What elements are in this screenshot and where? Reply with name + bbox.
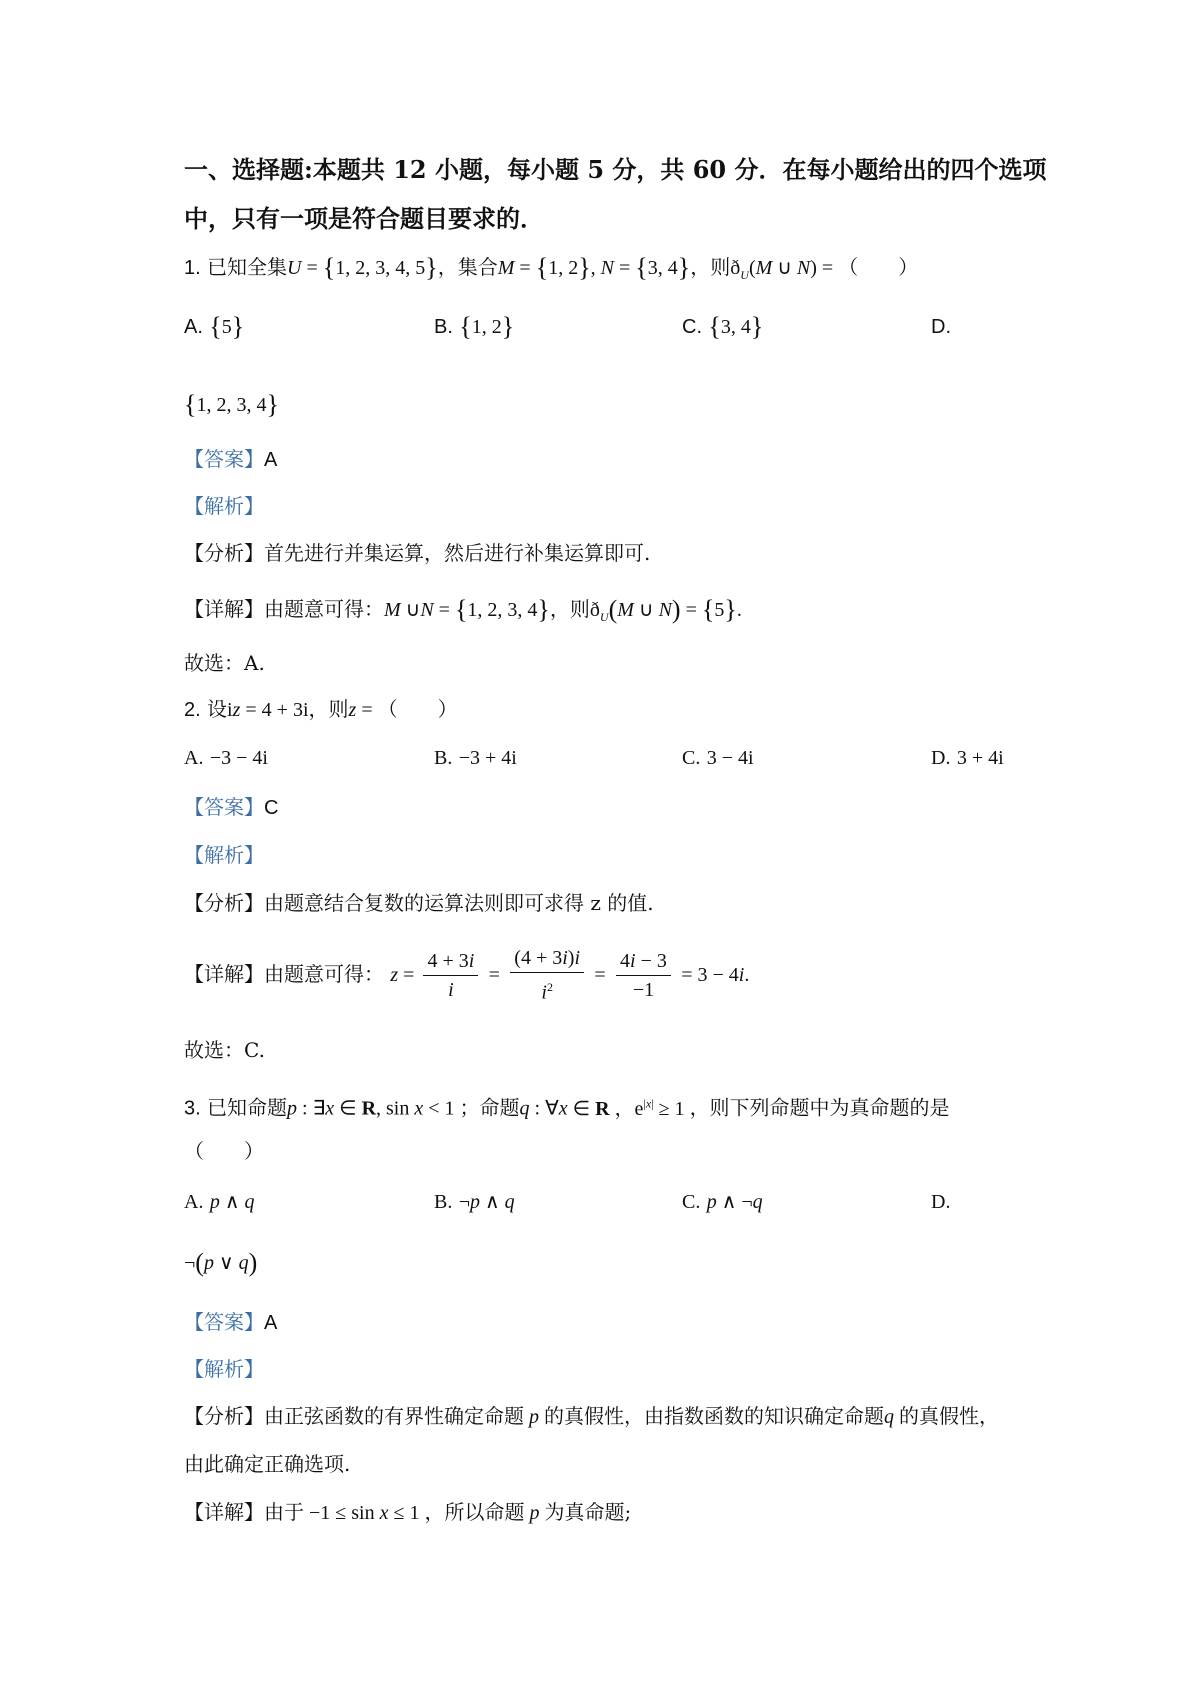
q3-option-b[interactable]: B. ¬p ∧ q xyxy=(434,1191,515,1213)
q3-fenxi: 【分析】由正弦函数的有界性确定命题 p 的真假性，由指数函数的知识确定命题q 的真假性， xyxy=(184,1404,999,1428)
question-number: 2. xyxy=(184,699,201,721)
q1-option-d[interactable]: D. xyxy=(931,316,951,338)
q3-option-c[interactable]: C. p ∧ ¬q xyxy=(682,1191,763,1213)
section-heading-line1: 一、选择题:本题共 12 小题，每小题 5 分，共 60 分．在每小题给出的四个选项 xyxy=(184,155,1047,184)
section-heading-line2: 中，只有一项是符合题目要求的． xyxy=(184,204,544,233)
q2-option-a[interactable]: A. −3 − 4i xyxy=(184,747,268,769)
q1-option-d-value: {1, 2, 3, 4} xyxy=(184,390,279,419)
q3-answer: 【答案】A xyxy=(184,1310,278,1334)
q2-conclusion: 故选：C. xyxy=(184,1038,265,1062)
question-3-stem: 3. 已知命题p : ∃x ∈ R, sin x < 1 ；命题q : ∀x ∈ R ，$e^{|x|} \ge 1$ ，则下列命题中为真命题的是 xyxy=(184,1095,950,1120)
q1-option-c[interactable]: C. {3, 4} xyxy=(682,312,764,341)
q2-analysis-tag: 【解析】 xyxy=(184,843,264,867)
q3-analysis-tag: 【解析】 xyxy=(184,1357,264,1381)
question-1-stem: 1. 已知全集U = {1, 2, 3, 4, 5}，集合M = {1, 2}, N = {3, 4}，则$ð_U(M$ ∪ N) = （ ） xyxy=(184,253,919,282)
q2-option-b[interactable]: B. −3 + 4i xyxy=(434,747,517,769)
q1-option-a[interactable]: A. {5} xyxy=(184,312,245,341)
q3-paren: （ ） xyxy=(184,1139,264,1163)
q3-detail: 【详解】由于 −1 ≤ sin x ≤ 1 ，所以命题 p 为真命题; xyxy=(184,1500,632,1524)
q2-detail: 【详解】由题意可得： z = $\frac{4 + 3i}{i}$ = $\frac{(4 + 3i)i}{i^2}$ = $\frac{4i - 3}{-1}$ = 3 − 4i. xyxy=(184,942,749,1007)
q2-option-c[interactable]: C. 3 − 4i xyxy=(682,747,754,769)
q1-analysis-tag: 【解析】 xyxy=(184,494,264,518)
q1-fenxi: 【分析】首先进行并集运算，然后进行补集运算即可. xyxy=(184,541,651,565)
question-number: 3. xyxy=(184,1097,201,1120)
q1-answer: 【答案】A xyxy=(184,447,278,471)
q2-answer: 【答案】C xyxy=(184,795,279,819)
q3-option-a[interactable]: A. p ∧ q xyxy=(184,1191,255,1213)
q3-option-d-value: ¬(p ∨ q) xyxy=(184,1248,258,1277)
fraction-2: $\frac{(4 + 3i)i}{i^2}$ xyxy=(510,944,584,1007)
q2-fenxi: 【分析】由题意结合复数的运算法则即可求得 z 的值. xyxy=(184,891,654,915)
q3-option-d[interactable]: D. xyxy=(931,1191,951,1213)
q1-option-b[interactable]: B. {1, 2} xyxy=(434,312,515,341)
question-number: 1. xyxy=(184,257,201,279)
fraction-3: $\frac{4i - 3}{-1}$ xyxy=(616,947,671,1004)
q1-conclusion: 故选：A. xyxy=(184,651,265,675)
q2-option-d[interactable]: D. 3 + 4i xyxy=(931,747,1004,769)
fraction-1: $\frac{4 + 3i}{i}$ xyxy=(423,947,478,1004)
q1-detail: 【详解】由题意可得：M ∪N = {1, 2, 3, 4}，则$ð_U(M$ ∪ N) = {5}. xyxy=(184,595,742,624)
question-2-stem: 2. 设iz = 4 + 3i，则z = （ ） xyxy=(184,697,458,721)
q3-fenxi-cont: 由此确定正确选项. xyxy=(184,1452,351,1476)
